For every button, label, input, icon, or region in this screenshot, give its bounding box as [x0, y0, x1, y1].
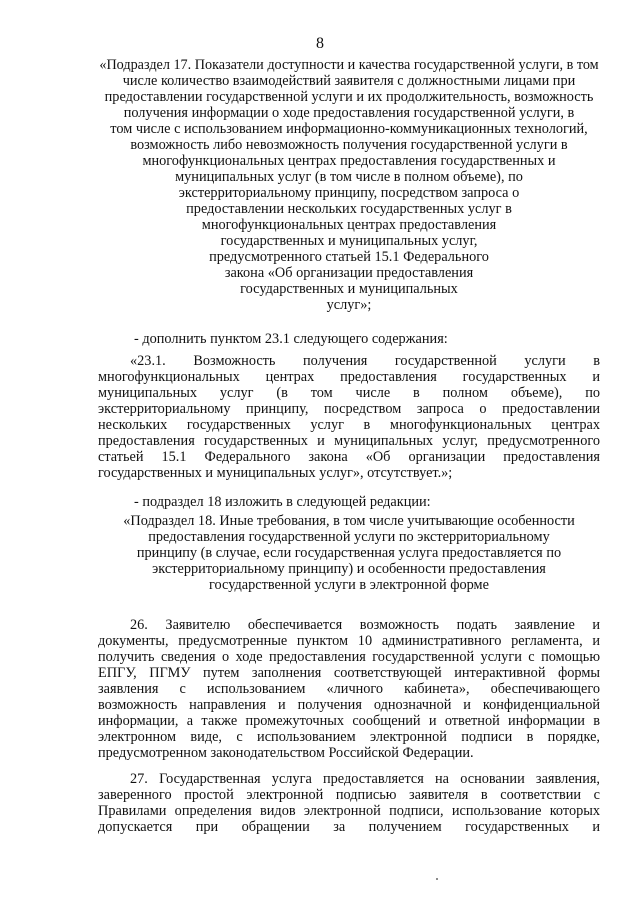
- paragraph-line: допускается при обращении за получением государственных и: [98, 819, 600, 835]
- item-26: [98, 617, 600, 761]
- heading-line: муниципальных услуг (в том числе в полном объеме), по: [175, 169, 523, 185]
- paragraph-line: документы, предусмотренные пунктом 10 административного регламента, и: [98, 633, 600, 649]
- heading-line: предоставления государственной услуги по экстерриториальному: [148, 529, 550, 545]
- paragraph-line: информации, а также промежуточных сообщений и ответной информации в: [98, 713, 600, 729]
- paragraph-line: электронном виде, с использованием электронной подписи в порядке,: [98, 729, 600, 745]
- item-27: [98, 771, 600, 835]
- heading-line: государственных и муниципальных: [240, 281, 458, 297]
- paragraph-line: нескольких государственных услуг в многофункциональных центрах: [98, 417, 600, 433]
- instruction-subsection-18: [98, 494, 600, 510]
- paragraph-line: Правилами определения видов электронной подписи, использование которых: [98, 803, 600, 819]
- heading-line: предоставлении нескольких государственных услуг в: [186, 201, 512, 217]
- paragraph-line: государственных и муниципальных услуг», отсутствует.»;: [98, 465, 453, 481]
- heading-line: возможность либо невозможность получения государственной услуги в: [130, 137, 568, 153]
- instruction-line: - подраздел 18 изложить в следующей редакции:: [134, 494, 431, 510]
- heading-line: многофункциональных центрах предоставления государственных и: [142, 153, 556, 169]
- heading-line: том числе с использованием информационно-коммуникационных технологий,: [110, 121, 588, 137]
- heading-line: многофункциональных центрах предоставления: [201, 217, 497, 233]
- paragraph-line: ЕПГУ, ПГМУ путем заполнения соответствующей интерактивной формы: [98, 665, 600, 681]
- heading-line: получения информации о ходе предоставления государственной услуги, в: [123, 105, 575, 121]
- heading-line: экстерриториальному принципу, посредством запроса о: [178, 185, 520, 201]
- heading-line: государственных и муниципальных услуг,: [220, 233, 478, 249]
- paragraph-line: многофункциональных центрах предоставления государственных и: [98, 369, 600, 385]
- paragraph-line: предусмотренном законодательством Российской Федерации.: [98, 745, 474, 761]
- heading-line: государственной услуги в электронной форме: [209, 577, 489, 593]
- paragraph-line: 27. Государственная услуга предоставляется на основании заявления,: [130, 771, 600, 787]
- paragraph-line: предоставления государственных и муниципальных услуг, предусмотренного: [98, 433, 600, 449]
- paragraph-line: получить сведения о ходе предоставления государственной услуги с помощью: [98, 649, 600, 665]
- heading-line: «Подраздел 17. Показатели доступности и качества государственной услуги, в том: [99, 57, 599, 73]
- subsection-18-heading: [98, 513, 600, 593]
- heading-line: экстерриториальному принципу) и особенности предоставления: [152, 561, 546, 577]
- heading-line: услуг»;: [326, 297, 372, 313]
- paragraph-line: экстерриториальному принципу, посредством запроса о предоставлении: [98, 401, 600, 417]
- paragraph-line: муниципальных услуг (в том числе в полном объеме), по: [98, 385, 600, 401]
- heading-line: предусмотренного статьей 15.1 Федерального: [209, 249, 489, 265]
- paragraph-line: заявления с использованием «личного кабинета», обеспечивающего: [98, 681, 600, 697]
- subsection-17-heading: [98, 57, 600, 313]
- instruction-line: - дополнить пунктом 23.1 следующего содержания:: [134, 331, 448, 347]
- paragraph-line: 26. Заявителю обеспечивается возможность подать заявление и: [130, 617, 600, 633]
- paragraph-line: заверенного простой электронной подписью заявителя в соответствии с: [98, 787, 600, 803]
- heading-line: «Подраздел 18. Иные требования, в том числе учитывающие особенности: [123, 513, 575, 529]
- heading-line: предоставлении государственной услуги и их продолжительность, возможность: [104, 89, 594, 105]
- paragraph-line: «23.1. Возможность получения государственной услуги в: [130, 353, 600, 369]
- heading-line: числе количество взаимодействий заявителя с должностными лицами при: [122, 73, 576, 89]
- instruction-add-23-1: [98, 331, 600, 347]
- paragraph-line: возможность направления и получения однозначной и конфиденциальной: [98, 697, 600, 713]
- scan-speck: [436, 878, 438, 880]
- item-23-1: [98, 353, 600, 481]
- paragraph-line: статьей 15.1 Федерального закона «Об организации предоставления: [98, 449, 600, 465]
- page-number: 8: [316, 35, 324, 52]
- heading-line: закона «Об организации предоставления: [224, 265, 474, 281]
- heading-line: принципу (в случае, если государственная услуга предоставляется по: [136, 545, 562, 561]
